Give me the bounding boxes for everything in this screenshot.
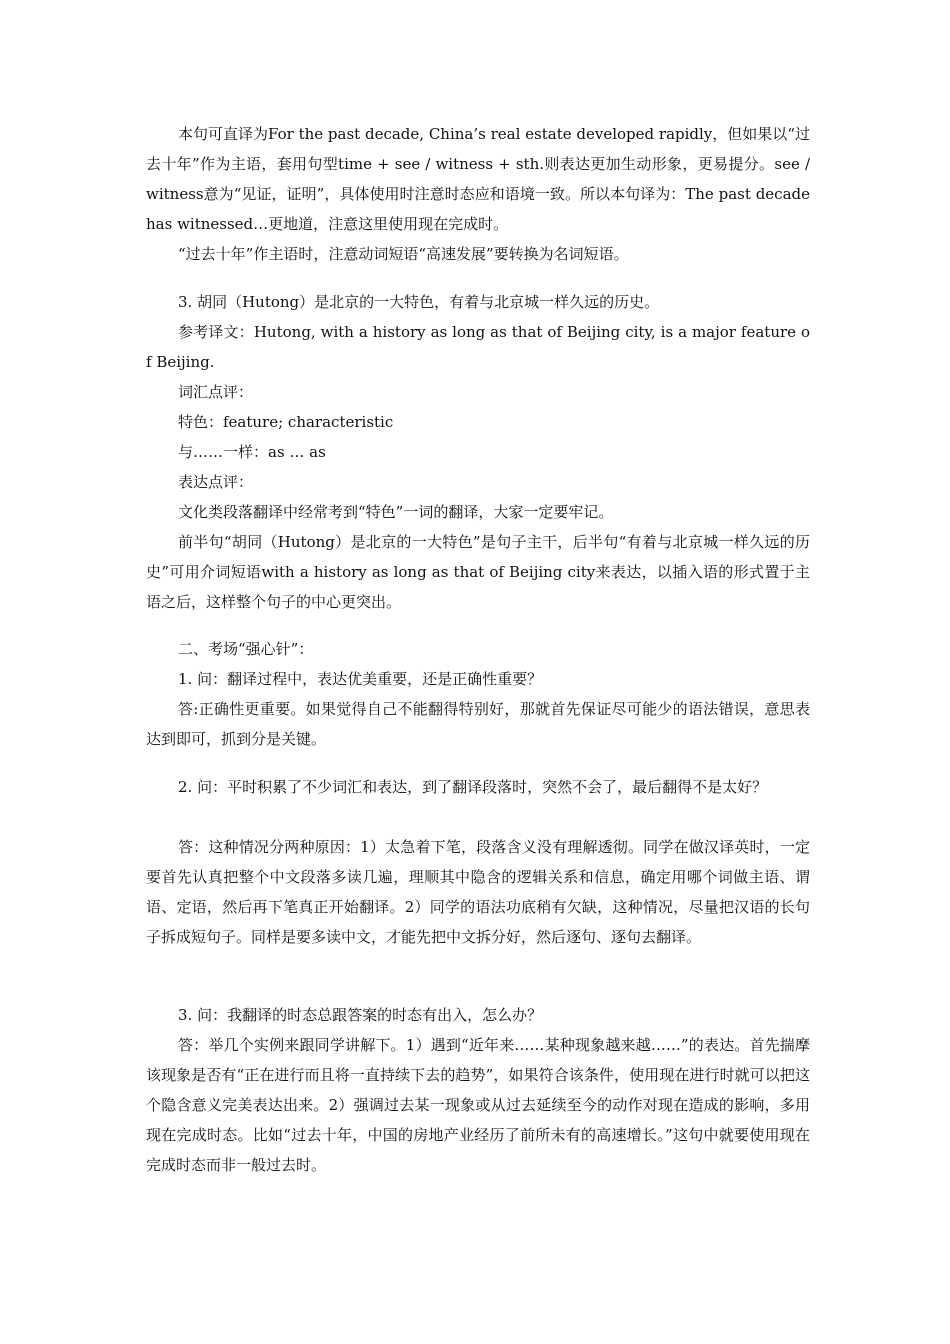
- question-3: 3. 问：我翻译的时态总跟答案的时态有出入，怎么办？: [178, 1006, 543, 1024]
- paragraph-subject-note: “过去十年”作主语时，注意动词短语“高速发展”要转换为名词短语。: [178, 245, 629, 263]
- expression-heading: 表达点评：: [178, 473, 254, 491]
- answer-3: 答：举几个实例来跟同学讲解下。1）遇到“近年来……某种现象越来越……”的表达。首先揣摩该现象是否有“正在进行而且将一直持续下去的趋势”，如果符合该条件，使用现在进行时就可以把这个隐含意义完美表达出来。2）强调过去某一现象或从过去延续至今的动作对现在造成的影响，多用现在完成时态。比如“过去十年，中国的房地产业经历了前所未有的高速增长。”这句中就要使用现在完成时态而非一般过去时。: [146, 1036, 810, 1174]
- section-heading-exam-tips: 二、考场“强心针”：: [178, 640, 314, 658]
- paragraph-translation-explanation: 本句可直译为For the past decade, China’s real estate developed rapidly，但如果以“过去十年”作为主语，套用句型time + see / witness + sth.则表达更加生动形象，更易提分。see / witness意为“见证，证明”，具体使用时注意时态应和语境一致。所以本句译为：The past decade has witnessed…更地道，注意这里使用现在完成时。: [146, 125, 810, 233]
- answer-2: 答：这种情况分两种原因：1）太急着下笔，段落含义没有理解透彻。同学在做汉译英时，一定要首先认真把整个中文段落多读几遍，理顺其中隐含的逻辑关系和信息，确定用哪个词做主语、谓语、定语，然后再下笔真正开始翻译。2）同学的语法功底稍有欠缺，这种情况，尽量把汉语的长句子拆成短句子。同样是要多读中文，才能先把中文拆分好，然后逐句、逐句去翻译。: [146, 838, 810, 946]
- vocabulary-item-feature: 特色：feature; characteristic: [178, 413, 394, 431]
- expression-note-1: 文化类段落翻译中经常考到“特色”一词的翻译，大家一定要牢记。: [178, 503, 614, 521]
- answer-1: 答:正确性更重要。如果觉得自己不能翻得特别好，那就首先保证尽可能少的语法错误，意思表达到即可，抓到分是关键。: [146, 700, 810, 748]
- question-1: 1. 问：翻译过程中，表达优美重要，还是正确性重要？: [178, 670, 543, 688]
- expression-note-2: 前半句“胡同（Hutong）是北京的一大特色”是句子主干，后半句“有着与北京城一样久远的历史”可用介词短语with a history as long as that of Beijing city来表达，以插入语的形式置于主语之后，这样整个句子的中心更突出。: [146, 533, 810, 611]
- example-sentence-3: 3. 胡同（Hutong）是北京的一大特色，有着与北京城一样久远的历史。: [178, 293, 660, 311]
- question-2: 2. 问：平时积累了不少词汇和表达，到了翻译段落时，突然不会了，最后翻得不是太好？: [178, 778, 768, 796]
- vocabulary-heading: 词汇点评：: [178, 383, 254, 401]
- vocabulary-item-as-as: 与……一样：as … as: [178, 443, 326, 461]
- reference-translation: 参考译文：Hutong, with a history as long as that of Beijing city, is a major feature of Beijing.: [146, 323, 810, 371]
